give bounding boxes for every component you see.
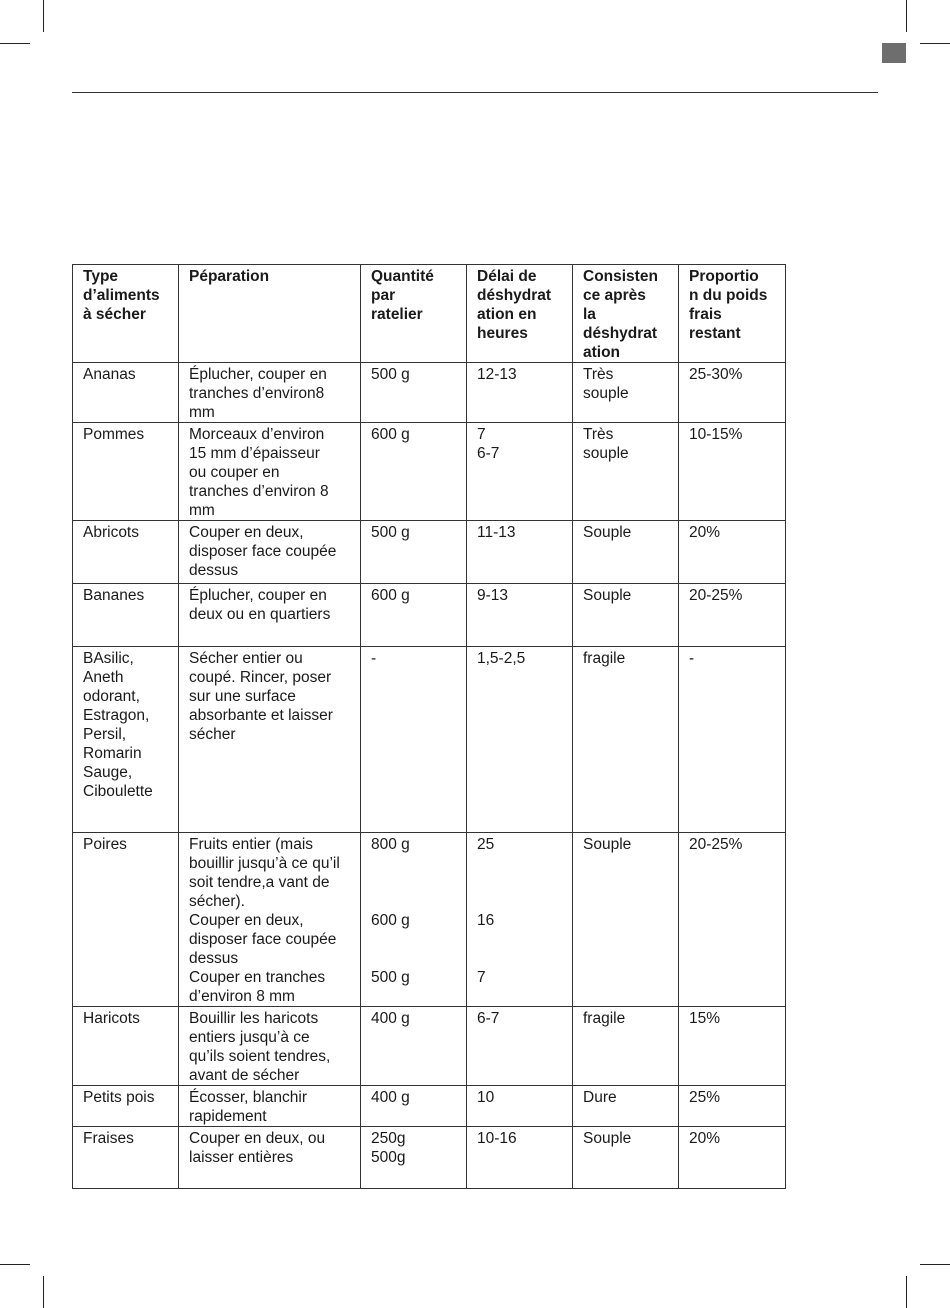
cell-quantity [361, 1127, 467, 1189]
cell-line: ation [583, 344, 621, 361]
cell-line: 6-7 [477, 445, 500, 462]
cell-line: d’aliments [83, 287, 160, 304]
section-tab-marker [882, 43, 906, 63]
cell-type [73, 1086, 179, 1127]
cell-quantity [361, 423, 467, 521]
header-quantity [361, 265, 467, 363]
header-consistency [573, 265, 679, 363]
crop-mark [906, 1276, 907, 1308]
cell-line: 400 g [371, 1010, 410, 1027]
cell-line: 7 [477, 969, 486, 986]
cell-line: - [371, 650, 377, 667]
cell-line: 20% [689, 1130, 721, 1147]
cell-type [73, 1007, 179, 1086]
cell-line: Sécher entier ou [189, 650, 303, 667]
cell-line: Très [583, 366, 614, 383]
cell-consistency [573, 423, 679, 521]
cell-line: sécher [189, 726, 236, 743]
cell-line: 1,5-2,5 [477, 650, 526, 667]
cell-line: Couper en deux, [189, 912, 304, 929]
crop-mark [0, 1264, 30, 1265]
cell-line: Couper en tranches [189, 969, 326, 986]
cell-line: souple [583, 445, 629, 462]
cell-drying-time [467, 423, 573, 521]
cell-line: 10-15% [689, 426, 743, 443]
cell-line: 11-13 [477, 524, 516, 541]
cell-line: sécher). [189, 893, 245, 910]
cell-drying-time [467, 1007, 573, 1086]
cell-drying-time [467, 521, 573, 584]
cell-line: 20% [689, 524, 721, 541]
table-row [73, 584, 786, 647]
cell-line: Consisten [583, 268, 658, 285]
crop-mark [906, 0, 907, 32]
cell-line: 15% [689, 1010, 721, 1027]
crop-mark [43, 0, 44, 32]
cell-line: disposer face coupée [189, 543, 337, 560]
cell-line [371, 873, 462, 892]
cell-preparation [179, 833, 361, 1007]
cell-quantity [361, 521, 467, 584]
crop-mark [920, 43, 950, 44]
cell-line: Délai de [477, 268, 537, 285]
crop-mark [0, 43, 30, 44]
cell-line: 25% [689, 1089, 721, 1106]
cell-line: fragile [583, 1010, 626, 1027]
table-row [73, 1127, 786, 1189]
cell-line [371, 892, 462, 911]
cell-line: 20-25% [689, 587, 743, 604]
table-row [73, 1007, 786, 1086]
cell-line: Pommes [83, 426, 145, 443]
cell-line: 500 g [371, 524, 410, 541]
cell-line: disposer face coupée [189, 931, 337, 948]
cell-quantity [361, 833, 467, 1007]
cell-line: Souple [583, 836, 632, 853]
cell-line: 15 mm d’épaisseur [189, 445, 320, 462]
crop-mark [43, 1276, 44, 1308]
cell-line: Couper en deux, [189, 524, 304, 541]
cell-line: frais [689, 306, 722, 323]
cell-line: Aneth [83, 669, 124, 686]
cell-weight-proportion [679, 584, 786, 647]
cell-line: soit tendre,a vant de [189, 874, 330, 891]
cell-line: Couper en deux, ou [189, 1130, 326, 1147]
cell-preparation [179, 521, 361, 584]
cell-line: 250g [371, 1130, 406, 1147]
cell-line: 600 g [371, 587, 410, 604]
cell-line: avant de sécher [189, 1067, 300, 1084]
cell-line: dessus [189, 950, 239, 967]
cell-line: 10 [477, 1089, 495, 1106]
cell-line: à sécher [83, 306, 146, 323]
cell-consistency [573, 521, 679, 584]
cell-line: sur une surface [189, 688, 296, 705]
cell-line: Sauge, [83, 764, 133, 781]
cell-line: rapidement [189, 1108, 267, 1125]
cell-line: 12-13 [477, 366, 517, 383]
cell-weight-proportion [679, 647, 786, 833]
cell-line: odorant, [83, 688, 140, 705]
cell-quantity [361, 1086, 467, 1127]
cell-consistency [573, 833, 679, 1007]
cell-line: par [371, 287, 396, 304]
cell-line: ation en [477, 306, 537, 323]
cell-line: entiers jusqu’à ce [189, 1029, 310, 1046]
cell-line: dessus [189, 562, 239, 579]
cell-line: absorbante et laisser [189, 707, 333, 724]
cell-type [73, 363, 179, 423]
cell-line: 9-13 [477, 587, 509, 604]
header-type [73, 265, 179, 363]
crop-mark [920, 1264, 950, 1265]
cell-preparation [179, 584, 361, 647]
header-rule [72, 92, 878, 93]
table-row [73, 1086, 786, 1127]
cell-line [477, 949, 568, 968]
cell-line [371, 854, 462, 873]
cell-line: Romarin [83, 745, 142, 762]
cell-line: souple [583, 385, 629, 402]
cell-line: 25 [477, 836, 495, 853]
cell-line: 7 [477, 426, 486, 443]
table-row [73, 833, 786, 1007]
cell-line: Écosser, blanchir [189, 1089, 308, 1106]
cell-line [477, 930, 568, 949]
cell-line: Éplucher, couper en [189, 366, 327, 383]
cell-line: Souple [583, 524, 632, 541]
cell-line: laisser entières [189, 1149, 294, 1166]
cell-line: deux ou en quartiers [189, 606, 331, 623]
cell-type [73, 584, 179, 647]
cell-line: d’environ 8 mm [189, 988, 295, 1005]
cell-line [477, 892, 568, 911]
cell-type [73, 1127, 179, 1189]
table-row [73, 363, 786, 423]
cell-weight-proportion [679, 1086, 786, 1127]
cell-line: Fruits entier (mais [189, 836, 314, 853]
cell-line: - [689, 650, 695, 667]
cell-consistency [573, 1007, 679, 1086]
cell-consistency [573, 584, 679, 647]
cell-line: Éplucher, couper en [189, 587, 327, 604]
cell-line: 20-25% [689, 836, 743, 853]
cell-line: 16 [477, 912, 495, 929]
cell-line: Morceaux d’environ [189, 426, 325, 443]
cell-drying-time [467, 363, 573, 423]
drying-table [72, 264, 786, 1189]
cell-drying-time [467, 833, 573, 1007]
cell-preparation [179, 363, 361, 423]
cell-line: qu’ils soient tendres, [189, 1048, 331, 1065]
cell-line: déshydrat [583, 325, 658, 342]
cell-consistency [573, 647, 679, 833]
cell-type [73, 521, 179, 584]
cell-consistency [573, 363, 679, 423]
cell-line: mm [189, 404, 215, 421]
cell-quantity [361, 1007, 467, 1086]
cell-drying-time [467, 1086, 573, 1127]
cell-line: Ananas [83, 366, 136, 383]
table-row [73, 423, 786, 521]
table-body [73, 363, 786, 1189]
cell-weight-proportion [679, 521, 786, 584]
cell-type [73, 833, 179, 1007]
cell-line: Bouillir les haricots [189, 1010, 319, 1027]
cell-line: Dure [583, 1089, 617, 1106]
cell-line: 400 g [371, 1089, 410, 1106]
table-row [73, 521, 786, 584]
cell-drying-time [467, 647, 573, 833]
cell-line: Petits pois [83, 1089, 155, 1106]
cell-line: BAsilic, [83, 650, 134, 667]
header-weight-proportion [679, 265, 786, 363]
cell-line: bouillir jusqu’à ce qu’il [189, 855, 340, 872]
cell-preparation [179, 647, 361, 833]
header-preparation [179, 265, 361, 363]
cell-line: Abricots [83, 524, 139, 541]
cell-line: mm [189, 502, 215, 519]
cell-line: la [583, 306, 596, 323]
cell-preparation [179, 1086, 361, 1127]
cell-line: 10-16 [477, 1130, 517, 1147]
cell-preparation [179, 423, 361, 521]
cell-line: Quantité [371, 268, 434, 285]
cell-line: coupé. Rincer, poser [189, 669, 332, 686]
cell-type [73, 647, 179, 833]
cell-line: Souple [583, 587, 632, 604]
cell-line: tranches d’environ8 [189, 385, 325, 402]
cell-quantity [361, 647, 467, 833]
cell-preparation [179, 1007, 361, 1086]
cell-type [73, 423, 179, 521]
table-row [73, 647, 786, 833]
cell-line: 25-30% [689, 366, 743, 383]
cell-drying-time [467, 584, 573, 647]
cell-line: 600 g [371, 912, 410, 929]
cell-quantity [361, 363, 467, 423]
table-header-row [73, 265, 786, 363]
cell-line: Très [583, 426, 614, 443]
cell-line: Souple [583, 1130, 632, 1147]
cell-line: Type [83, 268, 119, 285]
cell-line: Fraises [83, 1130, 134, 1147]
cell-drying-time [467, 1127, 573, 1189]
cell-line: Péparation [189, 268, 270, 285]
cell-line: 800 g [371, 836, 410, 853]
cell-line: fragile [583, 650, 626, 667]
cell-consistency [573, 1127, 679, 1189]
cell-line: 500g [371, 1149, 406, 1166]
cell-line: ou couper en [189, 464, 280, 481]
cell-line [477, 873, 568, 892]
cell-line: Persil, [83, 726, 127, 743]
cell-weight-proportion [679, 363, 786, 423]
cell-quantity [361, 584, 467, 647]
cell-line: Ciboulette [83, 783, 153, 800]
cell-line: Bananes [83, 587, 145, 604]
cell-line: 6-7 [477, 1010, 500, 1027]
cell-weight-proportion [679, 1127, 786, 1189]
cell-line: heures [477, 325, 528, 342]
cell-line [371, 949, 462, 968]
cell-line: Proportio [689, 268, 759, 285]
header-drying-time [467, 265, 573, 363]
cell-line: Estragon, [83, 707, 150, 724]
cell-line [477, 854, 568, 873]
cell-line: restant [689, 325, 741, 342]
cell-line: n du poids [689, 287, 768, 304]
cell-consistency [573, 1086, 679, 1127]
cell-line: 500 g [371, 366, 410, 383]
cell-weight-proportion [679, 423, 786, 521]
cell-line: tranches d’environ 8 [189, 483, 329, 500]
cell-preparation [179, 1127, 361, 1189]
cell-line: ce après [583, 287, 646, 304]
cell-line: Poires [83, 836, 127, 853]
cell-line: 600 g [371, 426, 410, 443]
cell-line [371, 930, 462, 949]
cell-line: ratelier [371, 306, 423, 323]
cell-line: déshydrat [477, 287, 552, 304]
cell-line: Haricots [83, 1010, 140, 1027]
cell-weight-proportion [679, 1007, 786, 1086]
cell-line: 500 g [371, 969, 410, 986]
cell-weight-proportion [679, 833, 786, 1007]
